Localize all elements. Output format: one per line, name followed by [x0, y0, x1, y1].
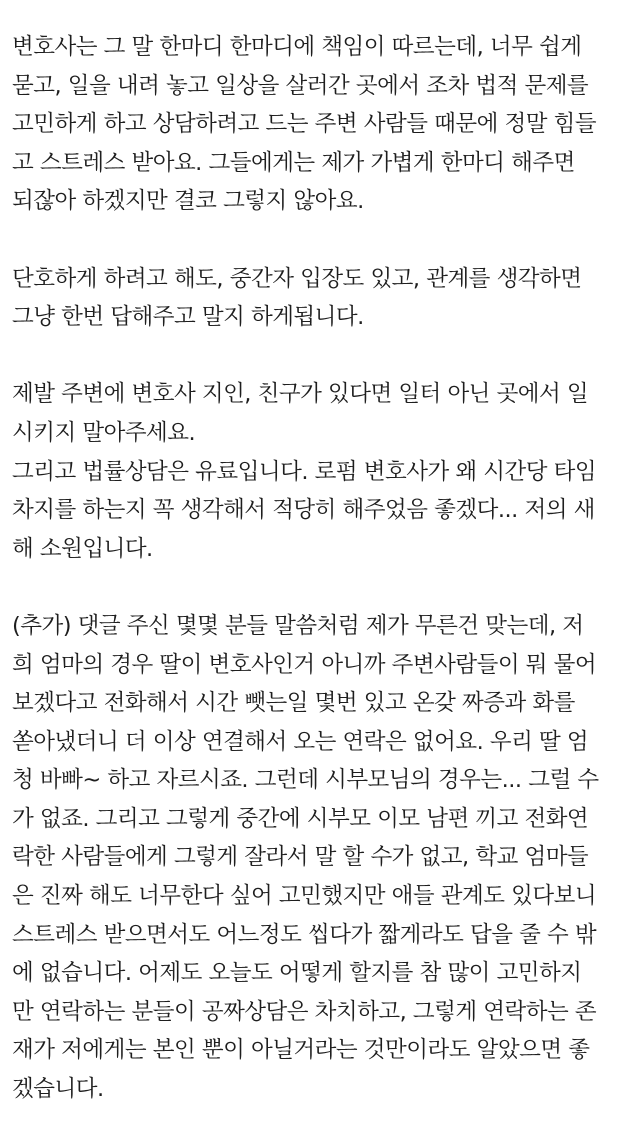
- text-line: 시키지 말아주세요.: [12, 419, 196, 446]
- paragraph-gap: [12, 337, 634, 376]
- text-line: 스트레스 받으면서도 어느정도 씹다가 짧게라도 답을 줄 수 밖: [12, 921, 597, 948]
- text-line: 제발 주변에 변호사 지인, 친구가 있다면 일터 아닌 곳에서 일: [12, 381, 589, 408]
- text-line: 되잖아 하겠지만 결코 그렇지 않아요.: [12, 188, 364, 215]
- text-line: 그냥 한번 답해주고 말지 하게됩니다.: [12, 304, 364, 331]
- paragraph-4: [12, 607, 634, 1109]
- text-line: 고민하게 하고 상담하려고 드는 주변 사람들 때문에 정말 힘들: [12, 111, 597, 138]
- paragraph-1: [12, 28, 634, 221]
- paragraph-3: [12, 375, 634, 568]
- text-line: (추가) 댓글 주신 몇몇 분들 말씀처럼 제가 무른건 맞는데, 저: [12, 612, 584, 639]
- text-line: 희 엄마의 경우 딸이 변호사인거 아니까 주변사람들이 뭐 물어: [12, 651, 597, 678]
- text-line: 재가 저에게는 본인 뿐이 아닐거라는 것만이라도 알았으면 좋: [12, 1037, 590, 1064]
- text-line: 차지를 하는지 꼭 생각해서 적당히 해주었음 좋겠다... 저의 새: [12, 497, 595, 524]
- text-line: 고 스트레스 받아요. 그들에게는 제가 가볍게 한마디 해주면: [12, 149, 575, 176]
- text-line: 해 소원입니다.: [12, 535, 153, 562]
- text-line: 변호사는 그 말 한마디 한마디에 책임이 따르는데, 너무 쉽게: [12, 34, 582, 60]
- text-line: 쏟아냈더니 더 이상 연결해서 오는 연락은 없어요. 우리 딸 엄: [12, 728, 589, 755]
- text-line: 겠습니다.: [12, 1076, 104, 1103]
- text-line: 청 바빠~ 하고 자르시죠. 그런데 시부모님의 경우는... 그럴 수: [12, 767, 599, 794]
- text-line: 은 진짜 해도 너무한다 싶어 고민했지만 애들 관계도 있다보니: [12, 883, 597, 910]
- paragraph-gap: [12, 221, 634, 260]
- text-line: 보겠다고 전화해서 시간 뺏는일 몇번 있고 온갖 짜증과 화를: [12, 690, 575, 717]
- text-line: 가 없죠. 그리고 그렇게 중간에 시부모 이모 남편 끼고 전화연: [12, 805, 589, 832]
- text-line: 단호하게 하려고 해도, 중간자 입장도 있고, 관계를 생각하면: [12, 265, 582, 292]
- text-line: 만 연락하는 분들이 공짜상담은 차치하고, 그렇게 연락하는 존: [12, 998, 597, 1025]
- text-line: 그리고 법률상담은 유료입니다. 로펌 변호사가 왜 시간당 타임: [12, 458, 597, 485]
- text-line: 에 없습니다. 어제도 오늘도 어떻게 할지를 참 많이 고민하지: [12, 960, 582, 987]
- paragraph-gap: [12, 568, 634, 607]
- paragraph-2: [12, 260, 634, 337]
- text-line: 묻고, 일을 내려 놓고 일상을 살러간 곳에서 조차 법적 문제를: [12, 72, 589, 99]
- text-line: 락한 사람들에게 그렇게 잘라서 말 할 수가 없고, 학교 엄마들: [12, 844, 589, 871]
